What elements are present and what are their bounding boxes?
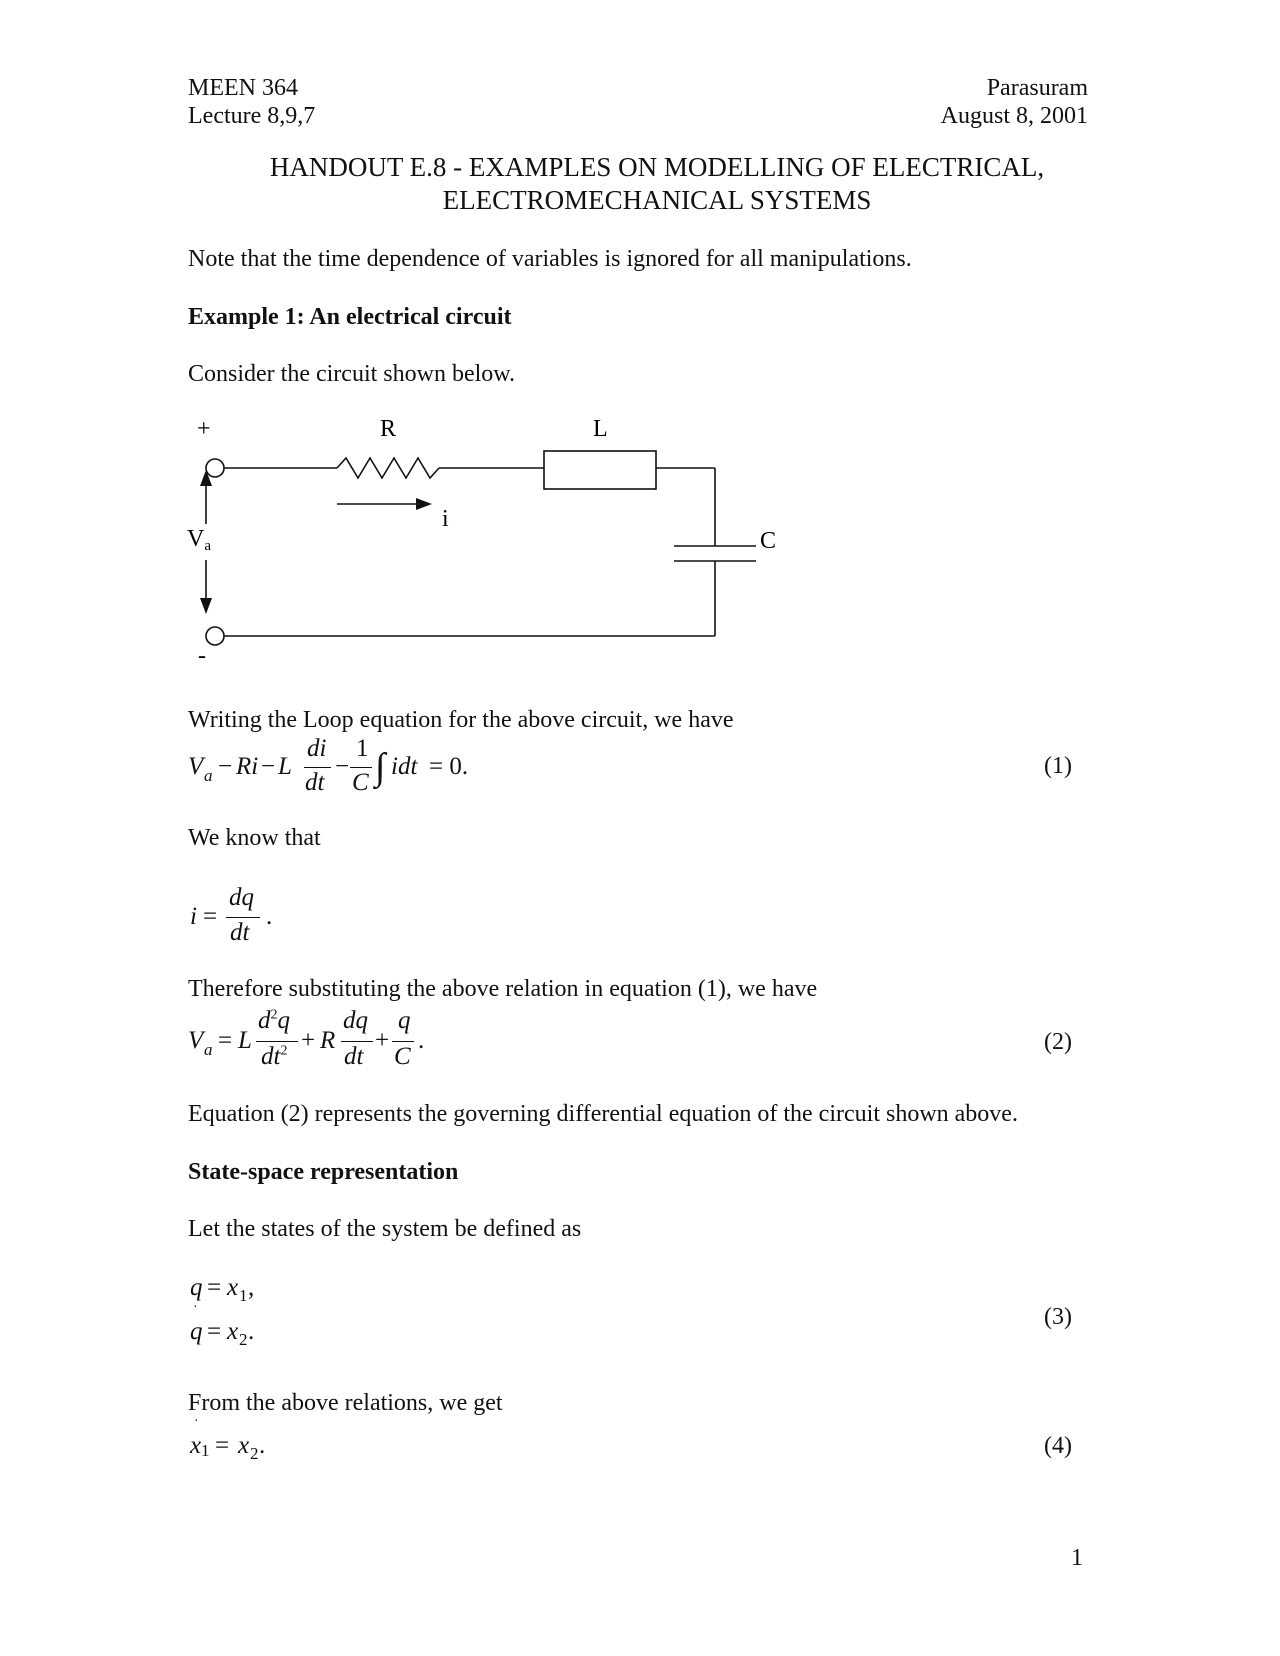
handout-title-line1: HANDOUT E.8 - EXAMPLES ON MODELLING OF ELECTRICAL,: [269, 152, 1045, 182]
equation-2: V a = L $d^2q$ $dt^2$ + R dq dt + q C .: [188, 1007, 425, 1070]
equation-2-description: Equation (2) represents the governing differential equation of the circuit shown above.: [188, 1101, 1018, 1127]
note-paragraph: Note that the time dependence of variables is ignored for all manipulations.: [188, 246, 912, 272]
current-definition: i = dq dt .: [190, 884, 273, 946]
author-name: Parasuram: [986, 75, 1088, 101]
current-label: i: [442, 506, 449, 532]
substituting-paragraph: Therefore substituting the above relation in equation (1), we have: [188, 976, 818, 1002]
lecture-label: Lecture 8,9,7: [188, 103, 316, 129]
handout-title-line2: ELECTROMECHANICAL SYSTEMS: [442, 185, 872, 215]
inductor-label: L: [593, 416, 608, 442]
capacitor-label: C: [760, 528, 777, 554]
equation-2-number: (2): [1044, 1029, 1072, 1055]
equation-4: · x 1 = x 2 .: [190, 1414, 266, 1463]
equation-3-number: (3): [1044, 1304, 1072, 1330]
states-intro-paragraph: Let the states of the system be defined as: [188, 1216, 582, 1242]
voltage-arrow-down-icon: [200, 598, 212, 614]
state-space-heading: State-space representation: [188, 1159, 459, 1185]
page-number: 1: [1071, 1545, 1083, 1571]
plus-sign: +: [197, 416, 211, 442]
voltage-label: Va: [187, 526, 212, 554]
we-know-paragraph: We know that: [188, 825, 321, 851]
resistor-symbol: [337, 458, 439, 478]
course-code: MEEN 364: [188, 75, 298, 101]
loop-equation-intro: Writing the Loop equation for the above circuit, we have: [188, 707, 734, 733]
consider-paragraph: Consider the circuit shown below.: [188, 361, 516, 387]
equation-3: q = x 1 , · q = x 2 .: [190, 1274, 255, 1349]
document-date: August 8, 2001: [940, 103, 1088, 129]
resistor-label: R: [380, 416, 397, 442]
equation-1: V a − Ri − L di dt − 1 C ∫ idt = 0.: [188, 735, 469, 796]
from-above-paragraph: From the above relations, we get: [188, 1390, 503, 1416]
equation-4-number: (4): [1044, 1433, 1072, 1459]
rlc-circuit-diagram: [180, 408, 800, 678]
negative-terminal: [206, 627, 224, 645]
positive-terminal: [206, 459, 224, 477]
equation-1-number: (1): [1044, 753, 1072, 779]
minus-sign: -: [198, 643, 206, 669]
inductor-symbol: [544, 451, 656, 489]
current-arrow-icon: [416, 498, 432, 510]
example-heading: Example 1: An electrical circuit: [188, 304, 512, 330]
